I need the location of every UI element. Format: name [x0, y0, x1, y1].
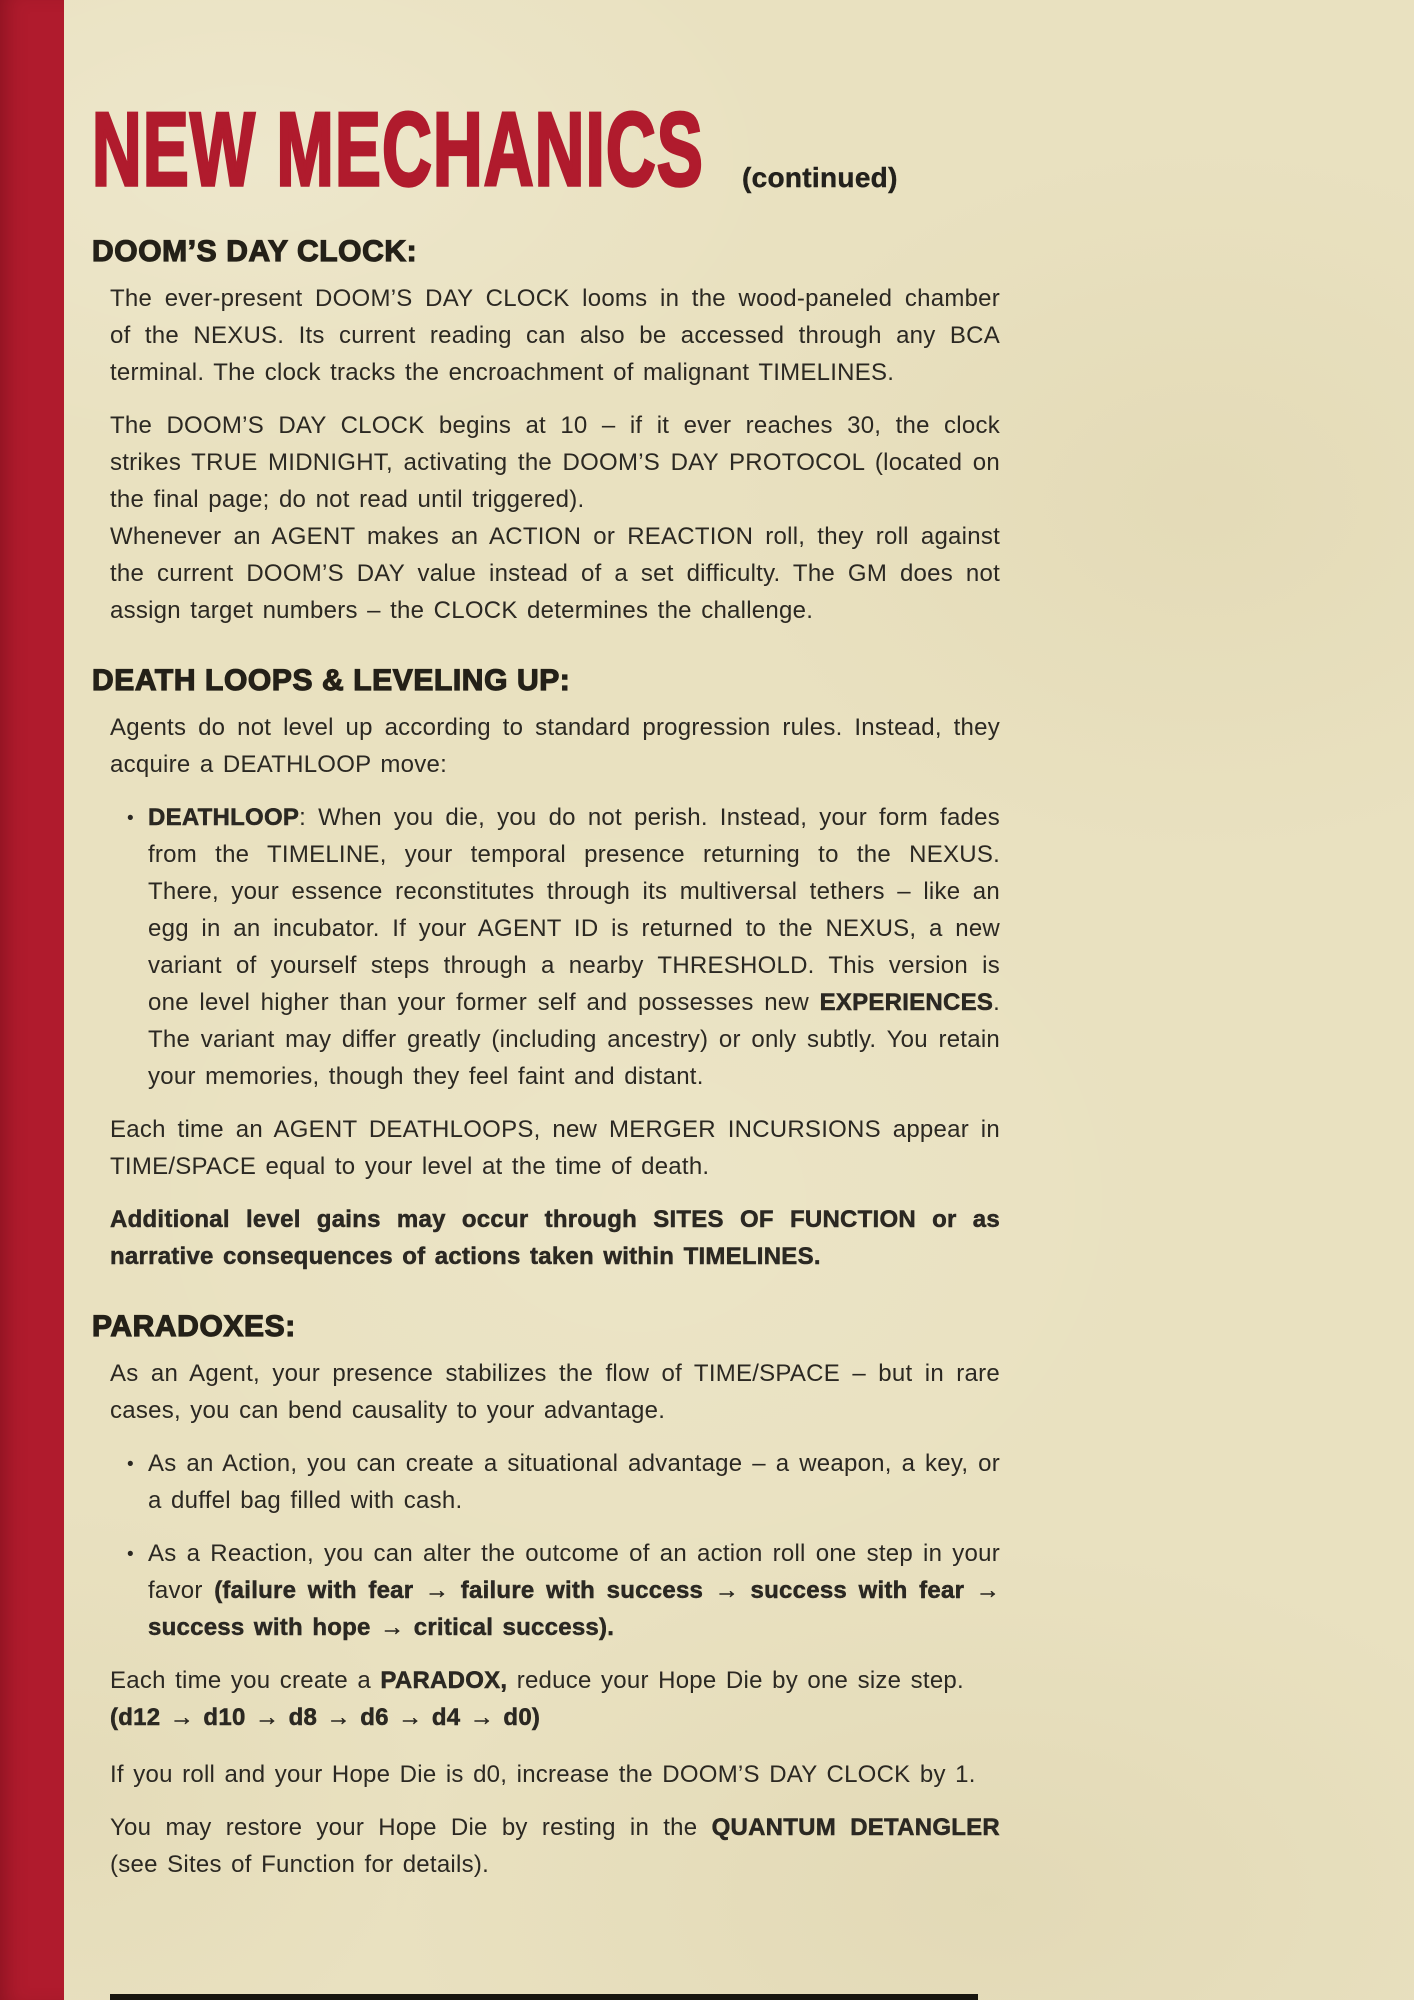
page-title-continued: (continued): [742, 162, 898, 193]
paragraph-clock-begins: The DOOM’S DAY CLOCK begins at 10 – if it ever reaches 30, the clock strikes TRUE MIDNIGHT, activating the DOOM’S DAY PROTOCOL (located on the final page; do not read until triggered).: [110, 412, 1000, 513]
page-title-box: [92, 92, 740, 208]
bullet-list-death-loops: [92, 799, 1000, 1095]
bullet-deathloop: • DEATHLOOP: When you die, you do not perish. Instead, your form fades from the TIMELINE, your temporal presence returning to the NEXUS. There, your essence reconstitutes through its multiversal tethers – like an egg in an incubator. If your AGENT ID is returned to the NEXUS, a new variant of yourself steps through a nearby THRESHOLD. This version is one level higher than your former self and possesses new EXPERIENCES. The variant may differ greatly (including ancestry) or only subtly. You retain your memories, though they feel faint and distant.: [148, 799, 1000, 1095]
paragraph-paradoxes-intro: As an Agent, your presence stabilizes the flow of TIME/SPACE – but in rare cases, you can bend causality to your advantage.: [110, 1360, 1000, 1424]
paragraph-clock-rolls: Whenever an AGENT makes an ACTION or REACTION roll, they roll against the current DOOM’S DAY value instead of a set difficulty. The GM does not assign target numbers – the CLOCK determines the challenge.: [110, 523, 1000, 624]
paragraph-paradox-hope-die: Each time you create a PARADOX, reduce your Hope Die by one size step.: [110, 1667, 964, 1694]
bullet-paradox-reaction: • As a Reaction, you can alter the outcome of an action roll one step in your favor (failure with fear → failure with success → success with fear → success with hope → critical success).: [148, 1535, 1000, 1646]
paragraph-additional-level-gains: Additional level gains may occur through SITES OF FUNCTION or as narrative consequences of actions taken within TIMELINES.: [110, 1206, 1000, 1270]
paragraph-d0-clock: If you roll and your Hope Die is d0, increase the DOOM’S DAY CLOCK by 1.: [110, 1761, 976, 1788]
page-content: [92, 0, 1000, 1899]
section-heading-death-loops: DEATH LOOPS & LEVELING UP:: [92, 664, 571, 697]
section-heading-dooms-day-clock: DOOM’S DAY CLOCK:: [92, 235, 418, 268]
section-death-loops: [92, 663, 1000, 1275]
paragraph-quantum-detangler: You may restore your Hope Die by resting in the QUANTUM DETANGLER (see Sites of Function for details).: [110, 1814, 1000, 1878]
page-title-row: [92, 92, 1000, 208]
paragraph-leveling-intro: Agents do not level up according to standard progression rules. Instead, they acquire a DEATHLOOP move:: [110, 714, 1000, 778]
left-red-edge-band: [0, 0, 64, 2000]
bullet-list-paradoxes: [92, 1445, 1000, 1646]
section-dooms-day-clock: [92, 234, 1000, 629]
bullet-paradox-action: • As an Action, you can create a situational advantage – a weapon, a key, or a duffel bag filled with cash.: [148, 1445, 1000, 1519]
bottom-cutoff-black-bar: [110, 1994, 978, 2000]
paragraph-die-steps: (d12 → d10 → d8 → d6 → d4 → d0): [110, 1704, 541, 1731]
section-heading-paradoxes: PARADOXES:: [92, 1310, 296, 1343]
paragraph-clock-intro: The ever-present DOOM’S DAY CLOCK looms in the wood-paneled chamber of the NEXUS. Its current reading can also be accessed through any BCA terminal. The clock tracks the encroachment of malignant TIMELINES.: [110, 285, 1000, 386]
page-title: NEW MECHANICS: [92, 92, 705, 208]
section-paradoxes: [92, 1309, 1000, 1883]
paragraph-merger-incursions: Each time an AGENT DEATHLOOPS, new MERGER INCURSIONS appear in TIME/SPACE equal to your level at the time of death.: [110, 1116, 1000, 1180]
